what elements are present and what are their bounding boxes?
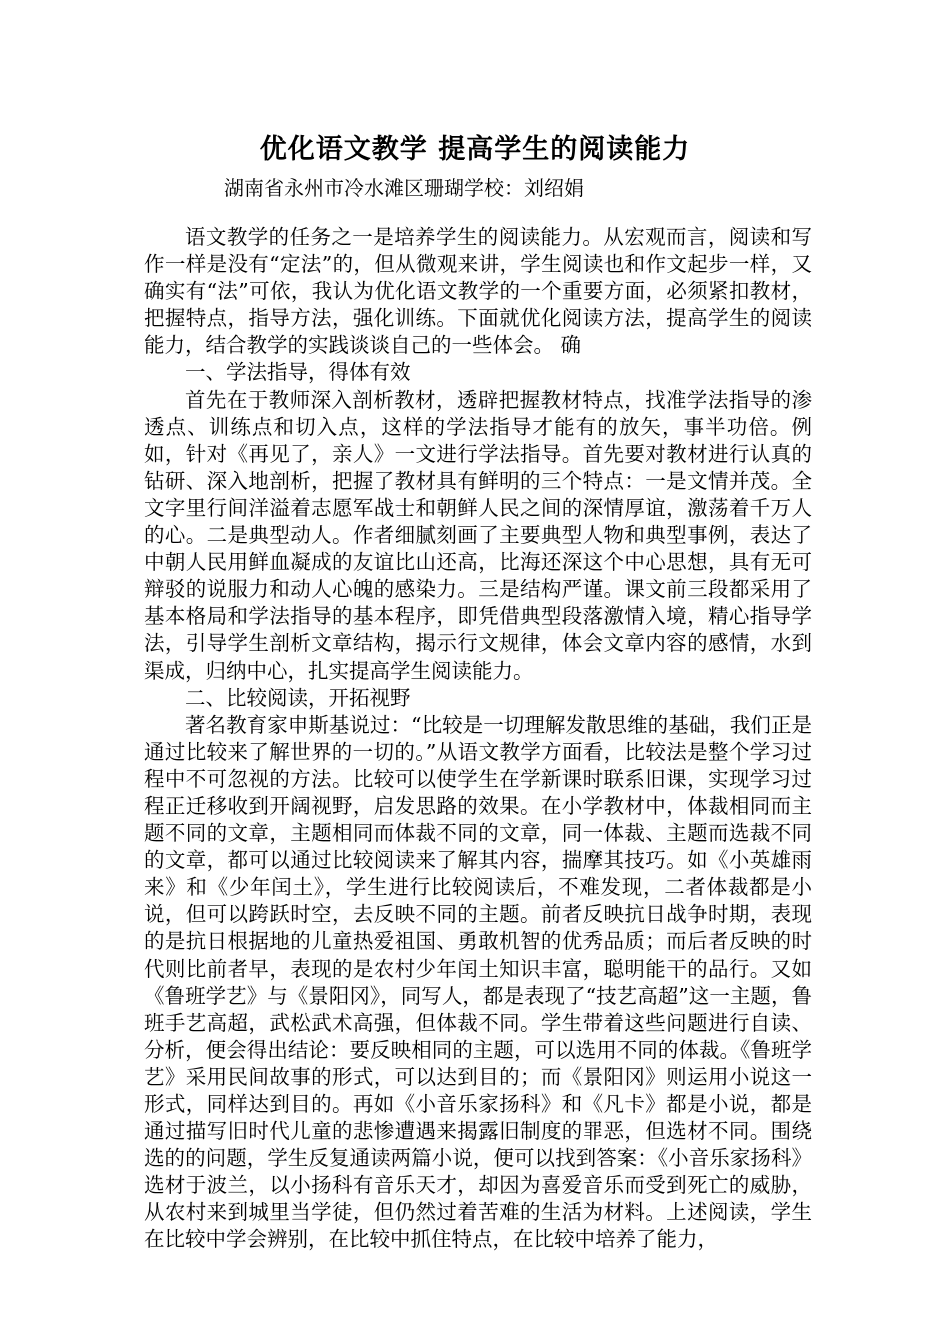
document-body [144, 224, 812, 1254]
intro-paragraph: 语文教学的任务之一是培养学生的阅读能力。从宏观而言，阅读和写作一样是没有“定法”的，但从微观来讲，学生阅读也和作文起步一样，又确实有“法”可依，我认为优化语文教学的一个重要方面，必须紧扣教材，把握特点，指导方法，强化训练。下面就优化阅读方法，提高学生的阅读能力，结合教学的实践谈谈自己的一些体会。 确 [144, 225, 812, 358]
section-paragraph-2: 著名教育家申斯基说过：“比较是一切理解发散思维的基础，我们正是通过比较来了解世界的一切的。”从语文教学方面看，比较法是整个学习过程中不可忽视的方法。比较可以使学生在学新课时联系旧课，实现学习过程正迁移收到开阔视野，启发思路的效果。在小学教材中，体裁相同而主题不同的文章，主题相同而体裁不同的文章，同一体裁、主题而选裁不同的文章，都可以通过比较阅读来了解其内容，揣摩其技巧。如《小英雄雨来》和《少年闰土》，学生进行比较阅读后，不难发现，二者体裁都是小说，但可以跨跃时空，去反映不同的主题。前者反映抗日战争时期，表现的是抗日根据地的儿童热爱祖国、勇敢机智的优秀品质；而后者反映的时代则比前者早，表现的是农村少年闰土知识丰富，聪明能干的品行。又如《鲁班学艺》与《景阳冈》，同写人，都是表现了“技艺高超”这一主题，鲁班手艺高超，武松武术高强，但体裁不同。学生带着这些问题进行自读、分析，便会得出结论：要反映相同的主题，可以选用不同的体裁。《鲁班学艺》采用民间故事的形式，可以达到目的；而《景阳冈》则运用小说这一形式，同样达到目的。再如《小音乐家扬科》和《凡卡》都是小说，都是通过描写旧时代儿童的悲惨遭遇来揭露旧制度的罪恶，但选材不同。围绕选的的问题，学生反复通读两篇小说，便可以找到答案：《小音乐家扬科》选材于波兰，以小扬科有音乐天才，却因为喜爱音乐而受到死亡的威胁，从农村来到城里当学徒，但仍然过着苦难的生活为材料。上述阅读，学生在比较中学会辨别，在比较中抓住特点，在比较中培养了能力， [144, 712, 812, 1252]
section-heading-2: 二、比较阅读，开拓视野 [185, 685, 411, 710]
author-line: 湖南省永州市冷水滩区珊瑚学校：刘绍娟 [224, 176, 584, 200]
section-heading-1: 一、学法指导，得体有效 [185, 360, 411, 385]
document-title: 优化语文教学 提高学生的阅读能力 [259, 134, 691, 165]
section-paragraph-1: 首先在于教师深入剖析教材，透辟把握教材特点，找准学法指导的渗透点、训练点和切入点，这样的学法指导才能有的放矢，事半功倍。例如，针对《再见了，亲人》一文进行学法指导。首先要对教材进行认真的钻研、深入地剖析，把握了教材具有鲜明的三个特点：一是文情并茂。全文字里行间洋溢着志愿军战士和朝鲜人民之间的深情厚谊，激荡着千万人的心。二是典型动人。作者细腻刻画了主要典型人物和典型事例，表达了中朝人民用鲜血凝成的友谊比山还高，比海还深这个中心思想，具有无可辩驳的说服力和动人心魄的感染力。三是结构严谨。课文前三段都采用了基本格局和学法指导的基本程序，即凭借典型段落激情入境，精心指导学法，引导学生剖析文章结构，揭示行文规律，体会文章内容的感情，水到渠成，归纳中心，扎实提高学生阅读能力。 [144, 387, 812, 683]
